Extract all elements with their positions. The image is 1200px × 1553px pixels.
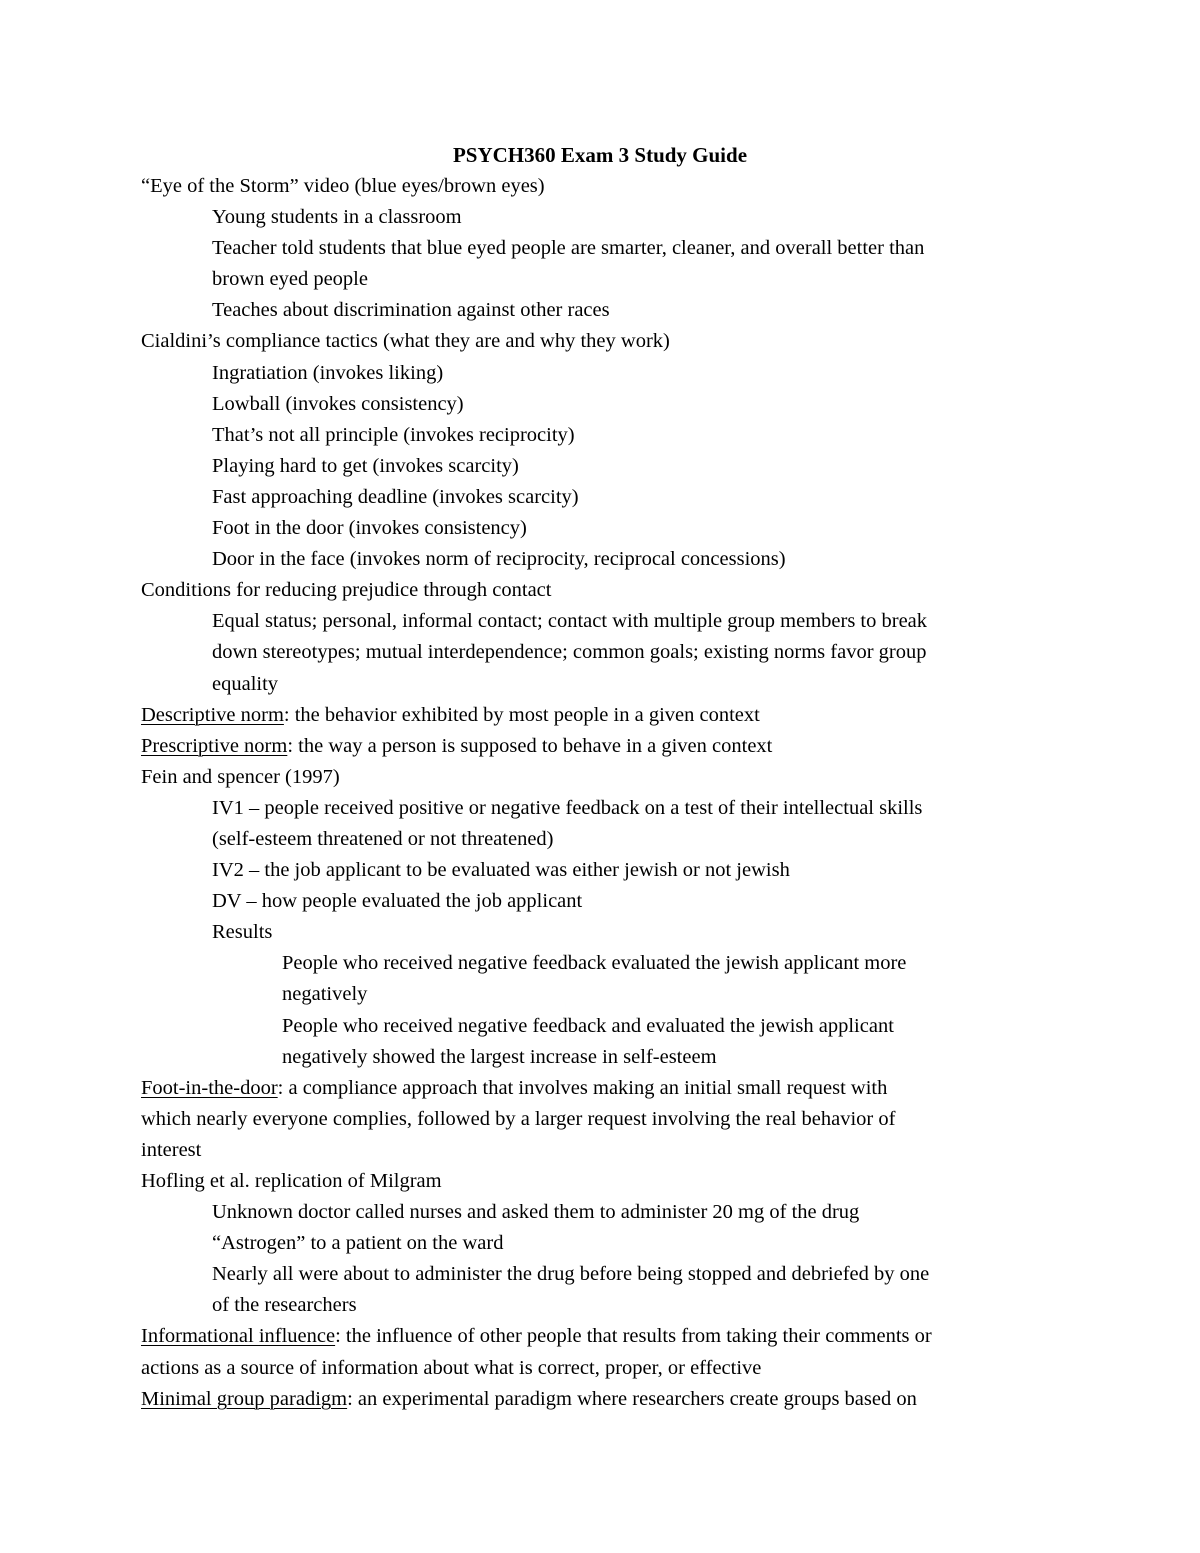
text-line (141, 886, 1061, 917)
line-text: equality (212, 672, 279, 695)
text-line (141, 1290, 1061, 1321)
text-line (141, 451, 1061, 482)
line-text: : a compliance approach that involves making an initial small request with (277, 1076, 888, 1099)
text-line (141, 482, 1061, 513)
text-line (141, 1353, 1061, 1384)
line-text: Unknown doctor called nurses and asked them to administer 20 mg of the drug (212, 1201, 860, 1224)
defined-term: Minimal group paradigm (141, 1387, 348, 1410)
definition-line (141, 700, 1061, 731)
text-line (141, 948, 1061, 979)
text-line (141, 606, 1061, 637)
line-text: Hofling et al. replication of Milgram (141, 1170, 442, 1192)
line-text: Young students in a classroom (212, 206, 462, 229)
text-line (141, 513, 1061, 544)
text-line (141, 669, 1061, 700)
text-line (141, 793, 1061, 824)
line-text: : an experimental paradigm where researchers create groups based on (347, 1387, 917, 1410)
document-title: PSYCH360 Exam 3 Study Guide (452, 143, 748, 167)
text-line (141, 762, 1061, 793)
line-text: down stereotypes; mutual interdependence; common goals; existing norms favor group (212, 641, 927, 664)
defined-term: Prescriptive norm (141, 734, 288, 757)
text-line (141, 575, 1061, 606)
line-text: Door in the face (invokes norm of reciprocity, reciprocal concessions) (212, 548, 786, 571)
definition-line (141, 1321, 1061, 1352)
line-text: Teaches about discrimination against other races (212, 299, 610, 322)
text-line (141, 326, 1061, 357)
line-text: Foot in the door (invokes consistency) (212, 517, 527, 540)
line-text: Equal status; personal, informal contact; contact with multiple group members to break (212, 610, 928, 633)
line-text: : the behavior exhibited by most people in a given context (283, 703, 760, 726)
line-text: of the researchers (212, 1294, 357, 1317)
line-text: People who received negative feedback and evaluated the jewish applicant (282, 1014, 894, 1037)
line-text: Fein and spencer (1997) (141, 765, 340, 788)
line-text: Fast approaching deadline (invokes scarcity) (212, 485, 579, 508)
text-line (141, 637, 1061, 668)
definition-line (141, 1073, 1061, 1104)
line-text: Teacher told students that blue eyed people are smarter, cleaner, and overall better than (212, 237, 925, 260)
defined-term: Informational influence (141, 1325, 336, 1348)
text-line (141, 420, 1061, 451)
text-line (141, 295, 1061, 326)
line-text: Conditions for reducing prejudice through contact (141, 579, 552, 602)
text-line (141, 979, 1061, 1010)
line-text: which nearly everyone complies, followed by a larger request involving the real behavior of (141, 1107, 896, 1130)
text-line (141, 233, 1061, 264)
text-line (141, 358, 1061, 389)
line-text: negatively (282, 983, 368, 1006)
text-line (141, 544, 1061, 575)
text-line (141, 1011, 1061, 1042)
line-text: brown eyed people (212, 268, 368, 291)
line-text: : the way a person is supposed to behave in a given context (287, 734, 773, 757)
text-line (141, 917, 1061, 948)
text-line (141, 1228, 1061, 1259)
line-text: (self-esteem threatened or not threatened) (212, 827, 554, 850)
text-line (141, 171, 1061, 202)
line-text: People who received negative feedback evaluated the jewish applicant more (282, 952, 907, 975)
definition-line (141, 731, 1061, 762)
line-text: “Eye of the Storm” video (blue eyes/brown eyes) (141, 175, 545, 197)
line-text: DV – how people evaluated the job applicant (212, 890, 583, 913)
defined-term: Foot-in-the-door (141, 1076, 278, 1099)
line-text: : the influence of other people that results from taking their comments or (335, 1325, 932, 1348)
text-line (141, 1259, 1061, 1290)
line-text: Results (212, 921, 273, 944)
text-line (141, 1166, 1061, 1197)
text-line (141, 202, 1061, 233)
text-line (141, 855, 1061, 886)
text-line (141, 1135, 1061, 1166)
line-text: IV2 – the job applicant to be evaluated was either jewish or not jewish (212, 859, 790, 882)
text-line (141, 1104, 1061, 1135)
text-line (141, 1042, 1061, 1073)
text-line (141, 389, 1061, 420)
line-text: actions as a source of information about what is correct, proper, or effective (141, 1356, 762, 1379)
line-text: IV1 – people received positive or negative feedback on a test of their intellectual skills (212, 796, 923, 819)
document-body (141, 171, 1061, 1415)
text-line (141, 264, 1061, 295)
line-text: negatively showed the largest increase in self-esteem (282, 1045, 717, 1068)
line-text: “Astrogen” to a patient on the ward (212, 1232, 504, 1255)
defined-term: Descriptive norm (141, 703, 284, 726)
line-text: Lowball (invokes consistency) (212, 392, 464, 415)
line-text: Playing hard to get (invokes scarcity) (212, 454, 519, 477)
text-line (141, 1197, 1061, 1228)
definition-line (141, 1384, 1061, 1415)
line-text: Ingratiation (invokes liking) (212, 361, 444, 384)
line-text: Nearly all were about to administer the drug before being stopped and debriefed by one (212, 1263, 930, 1286)
line-text: That’s not all principle (invokes reciprocity) (212, 423, 575, 446)
line-text: interest (141, 1138, 202, 1161)
text-line (141, 824, 1061, 855)
line-text: Cialdini’s compliance tactics (what they are and why they work) (141, 330, 670, 353)
